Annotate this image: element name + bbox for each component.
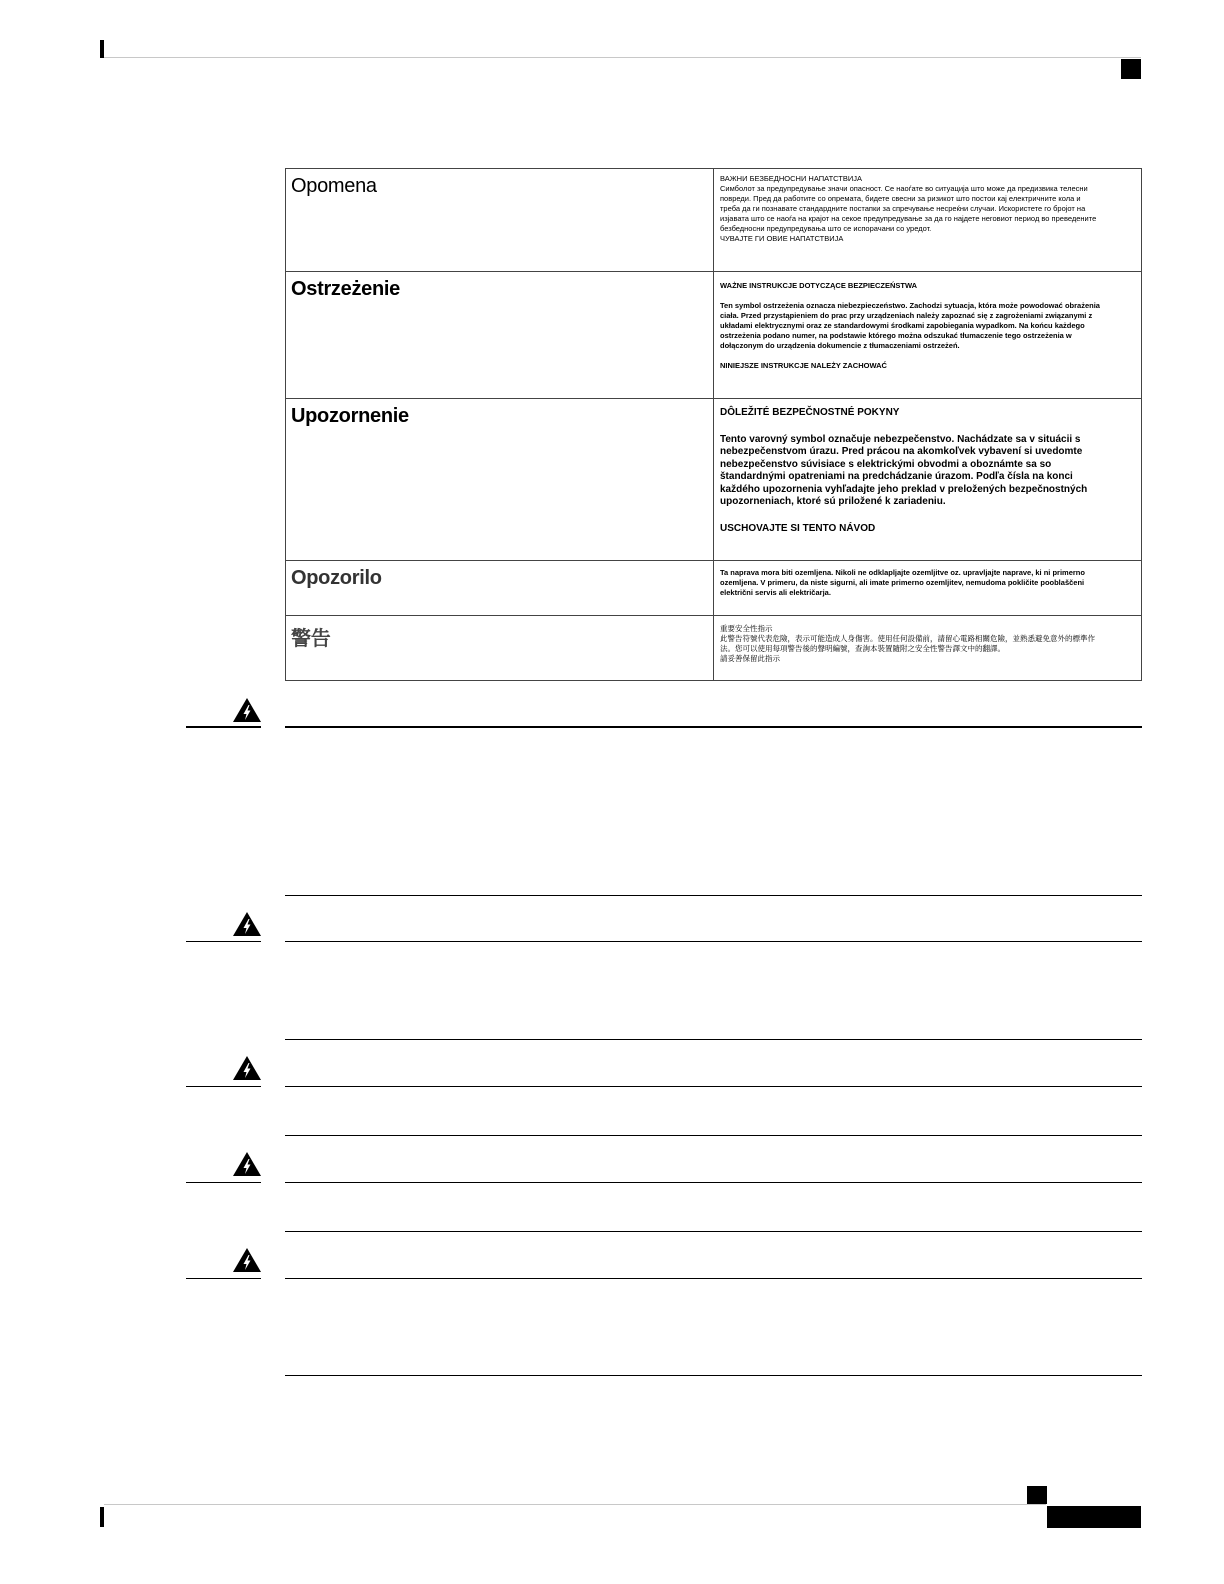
warning-footer: 請妥善保留此指示 xyxy=(720,654,780,663)
warning-text-cell xyxy=(714,561,1142,616)
warning-body: Ten symbol ostrzeżenia oznacza niebezpieczeństwo. Zachodzi sytuacja, która może powodować obrażenia ciała. Przed przystąpieniem do prac przy urządzeniach należy zapoznać się z zagrożeniami związanymi z układami elektrycznymi oraz ze standardowymi środkami zapobiegania wypadkom. Na końcu każdego ostrzeżenia podano numer, na podstawie którego można odszukać tłumaczenie tego ostrzeżenia w dołączonym do urządzenia dokumencie z tłumaczeniami ostrzeżeń. xyxy=(720,301,1100,350)
warning-top-rule xyxy=(285,726,1142,728)
warning-bottom-rule xyxy=(285,895,1142,896)
warning-top-rule xyxy=(285,1086,1142,1087)
language-cell xyxy=(286,399,714,561)
warning-label-rule xyxy=(186,1182,261,1183)
warning-bottom-rule xyxy=(285,1231,1142,1232)
warning-text-cell xyxy=(714,616,1142,681)
header-page-tab xyxy=(1121,59,1141,79)
warning-top-rule xyxy=(285,941,1142,942)
warning-label-rule xyxy=(186,726,261,728)
warning-triangle-icon xyxy=(232,1055,262,1081)
language-cell xyxy=(286,169,714,272)
warning-triangle-icon xyxy=(232,1247,262,1273)
warning-footer: USCHOVAJTE SI TENTO NÁVOD xyxy=(720,522,876,534)
table-row xyxy=(286,399,1142,561)
warning-bottom-rule xyxy=(285,1135,1142,1136)
language-name: Ostrzeżenie xyxy=(291,278,400,300)
warning-text-cell xyxy=(714,399,1142,561)
footer-rule xyxy=(104,1504,1046,1505)
table-row xyxy=(286,616,1142,681)
table-row xyxy=(286,272,1142,399)
warning-text-cell xyxy=(714,169,1142,272)
warning-label-rule xyxy=(186,941,261,942)
warning-footer: NINIEJSZE INSTRUKCJE NALEŻY ZACHOWAĆ xyxy=(720,361,887,370)
language-name: Opozorilo xyxy=(291,567,382,589)
warning-footer: ЧУВАЈТЕ ГИ ОВИЕ НАПАТСТВИЈА xyxy=(720,234,844,243)
warning-triangle-icon xyxy=(232,697,262,723)
language-name: Upozornenie xyxy=(291,405,409,427)
header-rule xyxy=(104,57,1141,58)
warning-heading: ВАЖНИ БЕЗБЕДНОСНИ НАПАТСТВИЈА xyxy=(720,174,863,183)
warning-body: Tento varovný symbol označuje nebezpečenstvo. Nachádzate sa v situácii s nebezpečenstvom úrazu. Pred prácou na akomkoľvek vybavení si uvedomte nebezpečenstvo súvisiace s elektrickými obvodmi a oboznámte sa so štandardnými opatreniami na predchádzanie úrazom. Podľa čísla na konci každého upozornenia vyhľadajte jeho preklad v preložených bezpečnostných upozorneniach, ktoré sú priložené k zariadeniu. xyxy=(720,433,1088,507)
warning-triangle-icon xyxy=(232,911,262,937)
footer-page-number-bar xyxy=(1047,1506,1141,1528)
warning-bottom-rule xyxy=(285,1039,1142,1040)
header-marker xyxy=(100,40,104,58)
warning-body: Симболот за предупредување значи опасност. Се наоѓате во ситуација што може да предизвика телесни повреди. Пред да работите со опремата, бидете свесни за ризикот што постои кај електричните кола и треба да ги познавате стандардните постапки за спречување несреќни случаи. Искористете го бројот на изјавата што се наоѓа на крајот на секое предупредување за да го најдете неговиот период во преведените безбедносни предупредувања што се испорачани со уредот. xyxy=(720,184,1097,233)
footer-page-tab xyxy=(1027,1486,1047,1504)
warning-label-rule xyxy=(186,1278,261,1279)
translated-warnings-table xyxy=(285,168,1142,681)
warning-heading: DÔLEŽITÉ BEZPEČNOSTNÉ POKYNY xyxy=(720,407,900,418)
warning-top-rule xyxy=(285,1182,1142,1183)
warning-body: Ta naprava mora biti ozemljena. Nikoli ne odklapljajte ozemljitve oz. upravljajte naprave, ki ni primerno ozemljena. V primeru, da niste sigurni, ali imate primerno ozemljitev, nemudoma pokličite pooblaščeni električni servis ali električarja. xyxy=(720,568,1085,597)
warning-triangle-icon xyxy=(232,1151,262,1177)
language-cell xyxy=(286,616,714,681)
warning-bottom-rule xyxy=(285,1375,1142,1376)
warning-body: 此警告符號代表危險，表示可能造成人身傷害。使用任何設備前，請留心電路相關危險，並熟悉避免意外的標準作法。您可以使用每項警告後的聲明編號，查詢本裝置隨附之安全性警告譯文中的翻譯。 xyxy=(720,634,1095,653)
warning-label-rule xyxy=(186,1086,261,1087)
footer-marker xyxy=(100,1507,104,1527)
table-row xyxy=(286,169,1142,272)
table-row xyxy=(286,561,1142,616)
warning-text-cell xyxy=(714,272,1142,399)
language-cell xyxy=(286,561,714,616)
warning-heading: 重要安全性指示 xyxy=(720,624,773,633)
language-cell xyxy=(286,272,714,399)
language-name: 警告 xyxy=(291,628,331,650)
warning-heading: WAŻNE INSTRUKCJE DOTYCZĄCE BEZPIECZEŃSTWA xyxy=(720,281,918,290)
warning-top-rule xyxy=(285,1278,1142,1279)
language-name: Opomena xyxy=(291,175,377,197)
